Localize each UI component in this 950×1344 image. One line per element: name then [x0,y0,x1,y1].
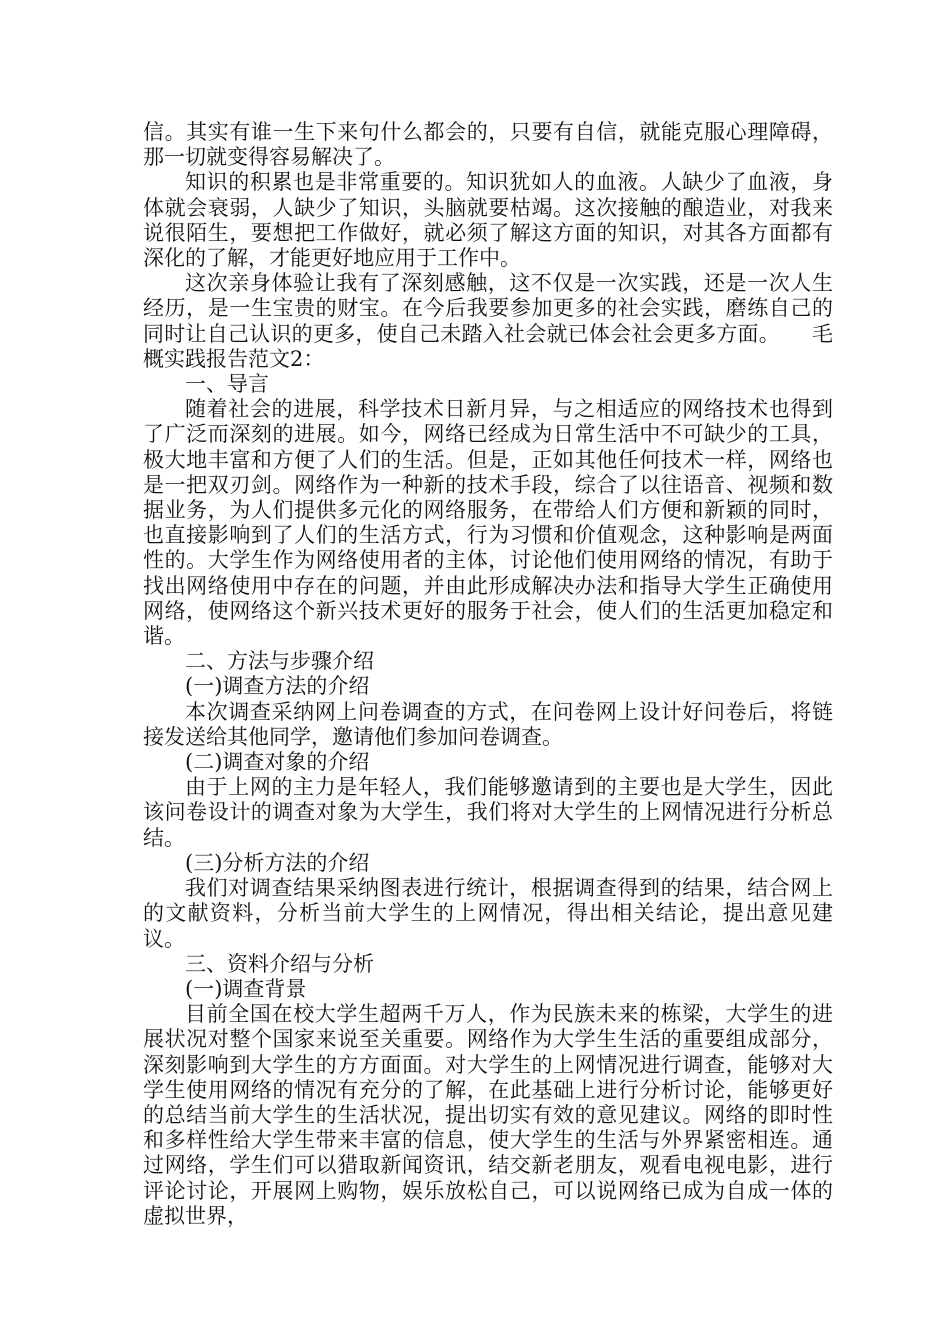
paragraph-7: 我们对调查结果采纳图表进行统计，根据调查得到的结果，结合网上的文献资料，分析当前大学生的上网情况，得出相关结论，提出意见建议。 [143,876,833,951]
subheading-survey-background: (一)调查背景 [185,976,307,1001]
paragraph-3: 这次亲身体验让我有了深刻感触，这不仅是一次实践，还是一次人生经历，是一生宝贵的财宝。在今后我要参加更多的社会实践，磨练自己的同时让自己认识的更多，使自己未踏入社会就已体会社会更多方面。 毛概实践报告范文2： [143,271,833,371]
section-heading-data-analysis: 三、资料介绍与分析 [185,951,374,976]
paragraph-1: 信。其实有谁一生下来句什么都会的，只要有自信，就能克服心理障碍，那一切就变得容易解决了。 [143,120,833,170]
section-heading-introduction: 一、导言 [185,372,269,397]
paragraph-6: 由于上网的主力是年轻人，我们能够邀请到的主要也是大学生，因此该问卷设计的调查对象为大学生，我们将对大学生的上网情况进行分析总结。 [143,775,833,850]
paragraph-8: 目前全国在校大学生超两千万人，作为民族未来的栋梁，大学生的进展状况对整个国家来说至关重要。网络作为大学生生活的重要组成部分，深刻影响到大学生的方方面面。对大学生的上网情况进行调查，能够对大学生使用网络的情况有充分的了解，在此基础上进行分析讨论，能够更好的总结当前大学生的生活状况，提出切实有效的意见建议。网络的即时性和多样性给大学生带来丰富的信息，使大学生的生活与外界紧密相连。通过网络，学生们可以猎取新闻资讯，结交新老朋友，观看电视电影，进行评论讨论，开展网上购物，娱乐放松自己，可以说网络已成为自成一体的虚拟世界， [143,1002,833,1228]
paragraph-2: 知识的积累也是非常重要的。知识犹如人的血液。人缺少了血液，身体就会衰弱，人缺少了知识，头脑就要枯竭。这次接触的酿造业，对我来说很陌生，要想把工作做好，就必须了解这方面的知识，对其各方面都有深化的了解，才能更好地应用于工作中。 [143,170,833,271]
section-heading-methods: 二、方法与步骤介绍 [185,649,374,674]
subheading-survey-method: (一)调查方法的介绍 [185,674,370,699]
paragraph-4: 随着社会的进展，科学技术日新月异，与之相适应的网络技术也得到了广泛而深刻的进展。如今，网络已经成为日常生活中不可缺少的工具，极大地丰富和方便了人们的生活。但是，正如其他任何技术一样，网络也是一把双刃剑。网络作为一种新的技术手段，综合了以往语音、视频和数据业务，为人们提供多元化的网络服务，在带给人们方便和新颖的同时，也直接影响到了人们的生活方式，行为习惯和价值观念，这种影响是两面性的。大学生作为网络使用者的主体，讨论他们使用网络的情况，有助于找出网络使用中存在的问题，并由此形成解决办法和指导大学生正确使用网络，使网络这个新兴技术更好的服务于社会，使人们的生活更加稳定和谐。 [143,397,833,649]
subheading-survey-subjects: (二)调查对象的介绍 [185,750,370,775]
paragraph-5: 本次调查采纳网上问卷调查的方式，在问卷网上设计好问卷后，将链接发送给其他同学，邀请他们参加问卷调查。 [143,699,833,749]
document-page [143,120,833,1229]
subheading-analysis-method: (三)分析方法的介绍 [185,850,370,875]
